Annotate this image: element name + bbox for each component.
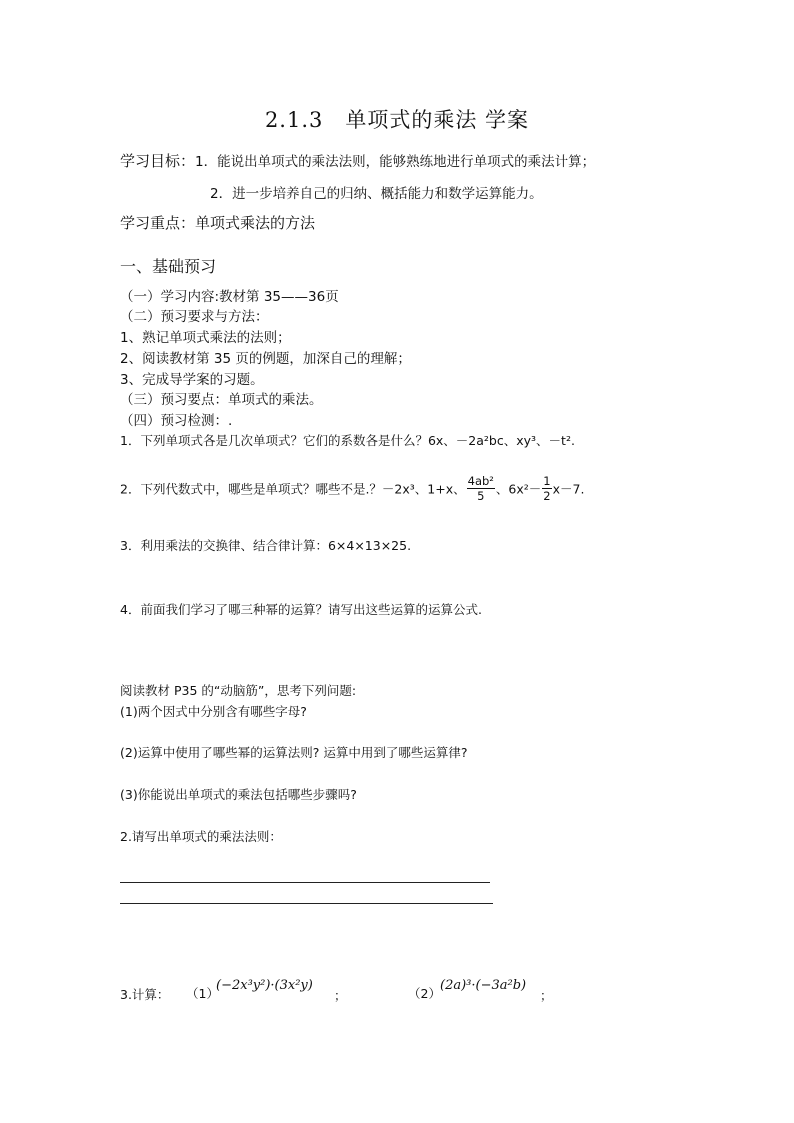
prep-line: 2、阅读教材第 35 页的例题，加深自己的理解； <box>120 351 411 367</box>
q2-prefix: 2．下列代数式中，哪些是单项式？哪些不是.？－2x³、1+x、 <box>120 481 466 497</box>
focus-row <box>120 212 315 233</box>
answer-line-2 <box>120 903 493 904</box>
q2-suffix: x－7. <box>552 481 585 497</box>
question-1: 1．下列单项式各是几次单项式？它们的系数各是什么？6x、－2a²bc、xy³、－t². <box>120 433 575 448</box>
calc-expression-2: (2a)³·(−3a²b) <box>440 978 527 993</box>
objectives-row-1 <box>120 150 595 171</box>
prep-line: （二）预习要求与方法： <box>120 309 269 325</box>
prep-line: （四）预习检测：. <box>120 413 233 429</box>
fraction-1-over-2 <box>542 474 551 503</box>
answer-line-1 <box>120 882 490 883</box>
fraction-numerator: 4ab² <box>467 474 494 488</box>
objectives-label: 学习目标： <box>120 152 196 170</box>
objective-item-1: 1．能说出单项式的乘法法则，能够熟练地进行单项式的乘法计算； <box>195 154 596 170</box>
question-4: 4．前面我们学习了哪三种幂的运算？请写出这些运算的运算公式. <box>120 602 482 617</box>
calc-separator-2: ； <box>540 988 553 1003</box>
fraction-denominator: 5 <box>477 489 485 503</box>
reading-question-1: (1)两个因式中分别含有哪些字母? <box>120 704 307 719</box>
prep-line: 1、熟记单项式乘法的法则； <box>120 330 291 346</box>
question-2 <box>120 474 584 503</box>
q2-mid: 、6x²－ <box>495 481 542 497</box>
fraction-denominator: 2 <box>543 489 551 503</box>
objective-item-2: 2．进一步培养自己的归纳、概括能力和数学运算能力。 <box>210 186 543 202</box>
rule-prompt: 2.请写出单项式的乘法法则： <box>120 829 282 844</box>
prep-line: （三）预习要点：单项式的乘法。 <box>120 392 323 408</box>
fraction-numerator: 1 <box>543 474 551 488</box>
section-heading: 一、基础预习 <box>120 257 217 276</box>
reading-intro: 阅读教材 P35 的“动脑筋”，思考下列问题: <box>120 683 357 698</box>
reading-question-3: (3)你能说出单项式的乘法包括哪些步骤吗? <box>120 787 357 802</box>
prep-line: （一）学习内容:教材第 35——36页 <box>120 289 339 305</box>
fraction-4ab2-over-5 <box>467 474 495 503</box>
calc-number-2: （2） <box>408 986 441 1001</box>
calc-row <box>120 984 169 1003</box>
focus-text: 单项式乘法的方法 <box>195 214 316 232</box>
question-3: 3．利用乘法的交换律、结合律计算：6×4×13×25. <box>120 538 412 553</box>
calc-label: 3.计算： <box>120 987 170 1002</box>
prep-line: 3、完成导学案的习题。 <box>120 372 264 388</box>
calc-separator-1: ； <box>334 988 347 1003</box>
calc-number-1: （1） <box>186 986 219 1001</box>
reading-question-2: (2)运算中使用了哪些幂的运算法则? 运算中用到了哪些运算律? <box>120 745 468 760</box>
focus-label: 学习重点： <box>120 214 196 232</box>
page-title: 2.1.3 单项式的乘法 学案 <box>264 108 530 132</box>
calc-expression-1: (−2x³y²)·(3x²y) <box>216 978 313 993</box>
